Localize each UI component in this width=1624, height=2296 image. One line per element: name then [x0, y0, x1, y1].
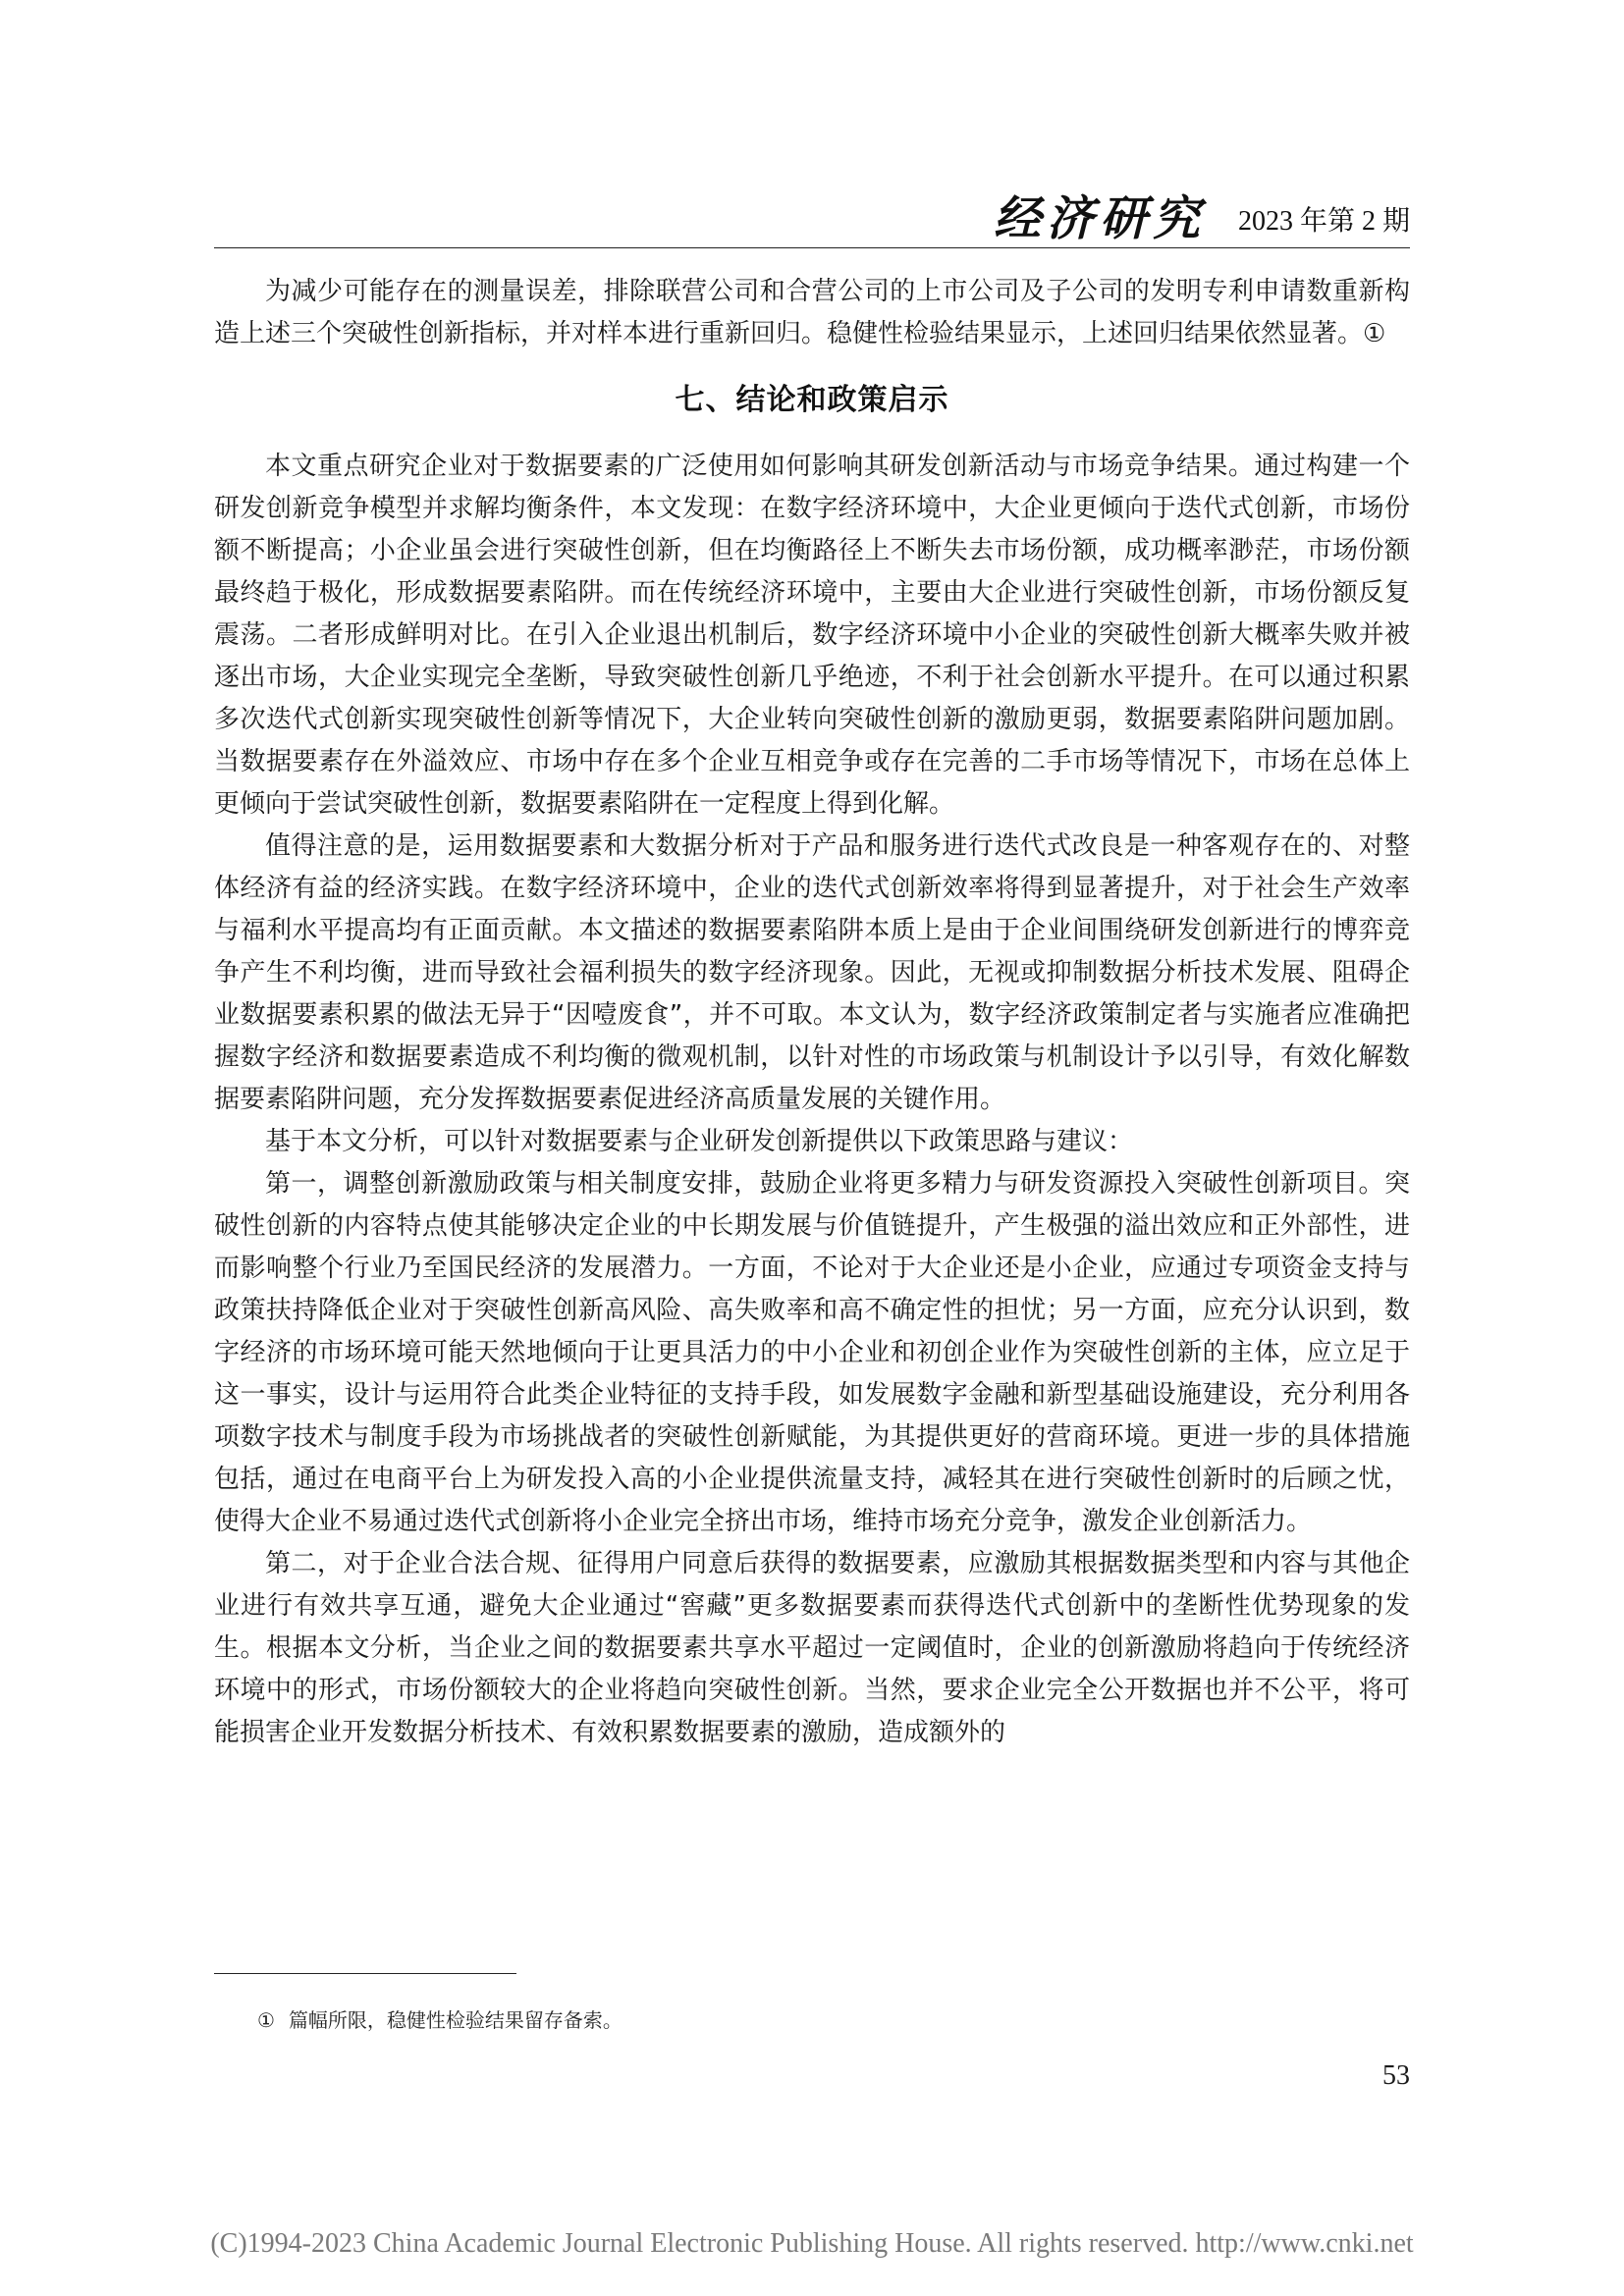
header-rule — [214, 247, 1410, 248]
paragraph-policy-intro: 基于本文分析，可以针对数据要素与企业研发创新提供以下政策思路与建议： — [265, 1127, 1134, 1156]
paragraph-policy-first: 第一，调整创新激励政策与相关制度安排，鼓励企业将更多精力与研发资源投入突破性创新项目。突破性创新的内容特点使其能够决定企业的中长期发展与价值链提升，产生极强的溢出效应和正外部性，进而影响整个行业乃至国民经济的发展潜力。一方面，不论对于大企业还是小企业，应通过专项资金支持与政策扶持降低企业对于突破性创新高风险、高失败率和高不确定性的担忧；另一方面，应充分认识到，数字经济的市场环境可能天然地倾向于让更具活力的中小企业和初创企业作为突破性创新的主体，应立足于这一事实，设计与运用符合此类企业特征的支持手段，如发展数字金融和新型基础设施建设，充分利用各项数字技术与制度手段为市场挑战者的突破性创新赋能，为其提供更好的营商环境。更进一步的具体措施包括，通过在电商平台上为研发投入高的小企业提供流量支持，减轻其在进行突破性创新时的后顾之忧，使得大企业不易通过迭代式创新将小企业完全挤出市场，维持市场充分竞争，激发企业创新活力。 — [214, 1169, 1410, 1536]
footnote-mark: ① — [257, 2008, 275, 2032]
issue-info: 2023 年第 2 期 — [1237, 206, 1410, 237]
page-number: 53 — [1382, 2060, 1410, 2091]
footnote-text: 篇幅所限，稳健性检验结果留存备索。 — [288, 2008, 623, 2032]
paragraph-policy-second: 第二，对于企业合法合规、征得用户同意后获得的数据要素，应激励其根据数据类型和内容与其他企业进行有效共享互通，避免大企业通过“窖藏”更多数据要素而获得迭代式创新中的垄断性优势现象的发生。根据本文分析，当企业之间的数据要素共享水平超过一定阈值时，企业的创新激励将趋向于传统经济环境中的形式，市场份额较大的企业将趋向突破性创新。当然，要求企业完全公开数据也并不公平，将可能损害企业开发数据分析技术、有效积累数据要素的激励，造成额外的 — [214, 1549, 1410, 1747]
article-body — [214, 271, 1410, 1754]
paragraph-conclusion: 本文重点研究企业对于数据要素的广泛使用如何影响其研发创新活动与市场竞争结果。通过构建一个研发创新竞争模型并求解均衡条件，本文发现：在数字经济环境中，大企业更倾向于迭代式创新，市场份额不断提高；小企业虽会进行突破性创新，但在均衡路径上不断失去市场份额，成功概率渺茫，市场份额最终趋于极化，形成数据要素陷阱。而在传统经济环境中，主要由大企业进行突破性创新，市场份额反复震荡。二者形成鲜明对比。在引入企业退出机制后，数字经济环境中小企业的突破性创新大概率失败并被逐出市场，大企业实现完全垄断，导致突破性创新几乎绝迹，不利于社会创新水平提升。在可以通过积累多次迭代式创新实现突破性创新等情况下，大企业转向突破性创新的激励更弱，数据要素陷阱问题加剧。当数据要素存在外溢效应、市场中存在多个企业互相竞争或存在完善的二手市场等情况下，市场在总体上更倾向于尝试突破性创新，数据要素陷阱在一定程度上得到化解。 — [214, 452, 1410, 819]
footnote-rule — [214, 1973, 516, 1974]
paragraph-robustness: 为减少可能存在的测量误差，排除联营公司和合营公司的上市公司及子公司的发明专利申请数重新构造上述三个突破性创新指标，并对样本进行重新回归。稳健性检验结果显示，上述回归结果依然显著。① — [214, 277, 1410, 348]
running-header — [214, 192, 1410, 245]
footnote — [257, 2006, 623, 2034]
copyright-notice: (C)1994-2023 China Academic Journal Electronic Publishing House. All rights reserved. http://www.cnki.net — [210, 2228, 1414, 2259]
journal-name: 经济研究 — [993, 191, 1206, 246]
paragraph-note: 值得注意的是，运用数据要素和大数据分析对于产品和服务进行迭代式改良是一种客观存在的、对整体经济有益的经济实践。在数字经济环境中，企业的迭代式创新效率将得到显著提升，对于社会生产效率与福利水平提高均有正面贡献。本文描述的数据要素陷阱本质上是由于企业间围绕研发创新进行的博弈竞争产生不利均衡，进而导致社会福利损失的数字经济现象。因此，无视或抑制数据分析技术发展、阻碍企业数据要素积累的做法无异于“因噎废食”，并不可取。本文认为，数字经济政策制定者与实施者应准确把握数字经济和数据要素造成不利均衡的微观机制，以针对性的市场政策与机制设计予以引导，有效化解数据要素陷阱问题，充分发挥数据要素促进经济高质量发展的关键作用。 — [214, 831, 1410, 1114]
section-heading: 七、结论和政策启示 — [675, 383, 949, 417]
